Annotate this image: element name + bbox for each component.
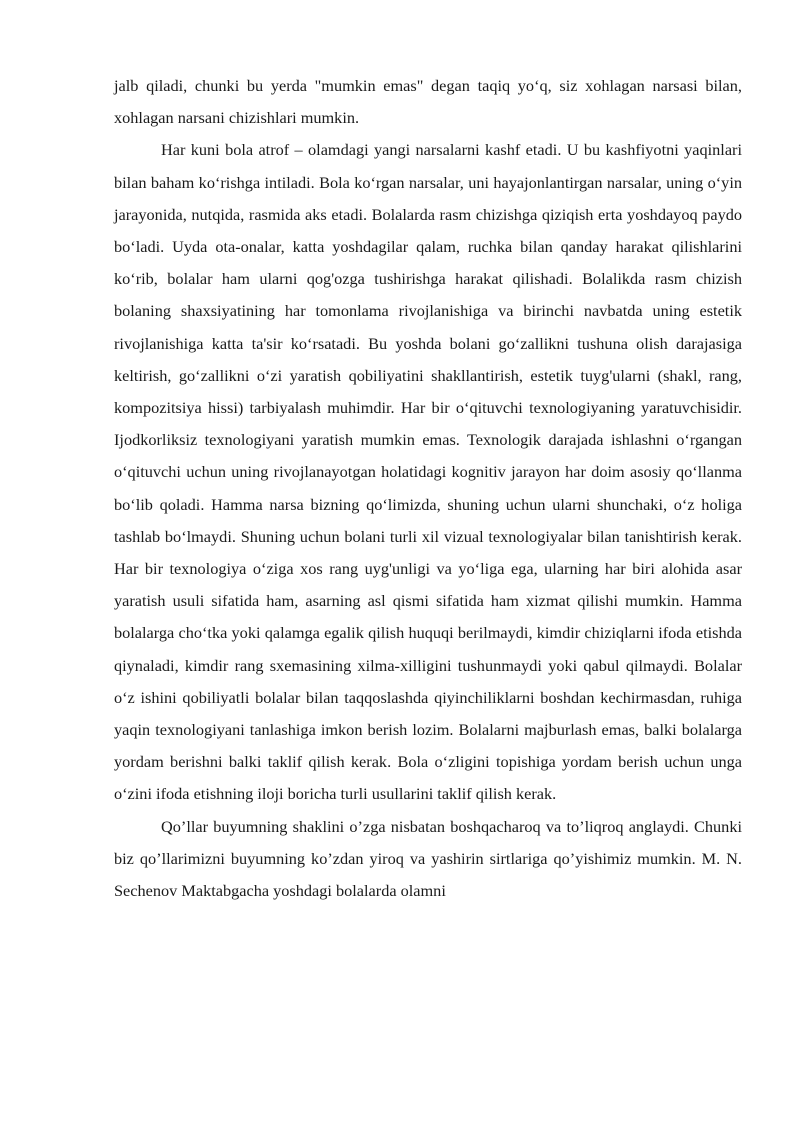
paragraph-2: Har kuni bola atrof – olamdagi yangi narsalarni kashf etadi. U bu kashfiyotni yaqinlari bilan baham ko‘rishga intiladi. Bola ko‘rgan narsalar, uni hayajonlantirgan narsalar, uning o‘yin jarayonida, nutqida, rasmida aks etadi. Bolalarda rasm chizishga qiziqish erta yoshdayoq paydo bo‘ladi. Uyda ota-onalar, katta yoshdagilar qalam, ruchka bilan qanday harakat qilishlarini ko‘rib, bolalar ham ularni qog'ozga tushirishga harakat qilishadi. Bolalikda rasm chizish bolaning shaxsiyatining har tomonlama rivojlanishiga va birinchi navbatda uning estetik rivojlanishiga katta ta'sir ko‘rsatadi. Bu yoshda bolani go‘zallikni tushuna olish darajasiga keltirish, go‘zallikni o‘zi yaratish qobiliyatini shakllantirish, estetik tuyg'ularni (shakl, rang, kompozitsiya hissi) tarbiyalash muhimdir. Har bir o‘qituvchi texnologiyaning yaratuvchisidir. Ijodkorliksiz texnologiyani yaratish mumkin emas. Texnologik darajada ishlashni o‘rgangan o‘qituvchi uchun uning rivojlanayotgan holatidagi kognitiv jarayon har doim asosiy qo‘llanma bo‘lib qoladi. Hamma narsa bizning qo‘limizda, shuning uchun ularni shunchaki, o‘z holiga tashlab bo‘lmaydi. Shuning uchun bolani turli xil vizual texnologiyalar bilan tanishtirish kerak. Har bir texnologiya o‘ziga xos rang uyg'unligi va yo‘liga ega, ularning har biri alohida asar yaratish usuli sifatida ham, asarning asl qismi sifatida ham xizmat qilishi mumkin. Hamma bolalarga cho‘tka yoki qalamga egalik qilish huquqi berilmaydi, kimdir chiziqlarni ifoda etishda qiynaladi, kimdir rang sxemasining xilma-xilligini tushunmaydi yoki qabul qilmaydi. Bolalar o‘z ishini qobiliyatli bolalar bilan taqqoslashda qiyinchiliklarni boshdan kechirmasdan, ruhiga yaqin texnologiyani tanlashiga imkon berish lozim. Bolalarni majburlash emas, balki bolalarga yordam berishni balki taklif qilish kerak. Bola o‘zligini topishiga yordam berish uchun unga o‘zini ifoda etishning iloji boricha turli usullarini taklif qilish kerak. <box>114 140 742 804</box>
paragraph-3: Qo’llar buyumning shaklini o’zga nisbatan boshqacharoq va to’liqroq anglaydi. Chunki biz qo’llarimizni buyumning ko’zdan yiroq va yashirin sirtlariga qo’yishimiz mumkin. M. N. Sechenov Maktabgacha yoshdagi bolalarda olamni <box>114 816 742 901</box>
document-page <box>114 70 742 907</box>
paragraph-1: jalb qiladi, chunki bu yerda "mumkin emas" degan taqiq yo‘q, siz xohlagan narsasi bilan, xohlagan narsani chizishlari mumkin. <box>114 76 742 128</box>
